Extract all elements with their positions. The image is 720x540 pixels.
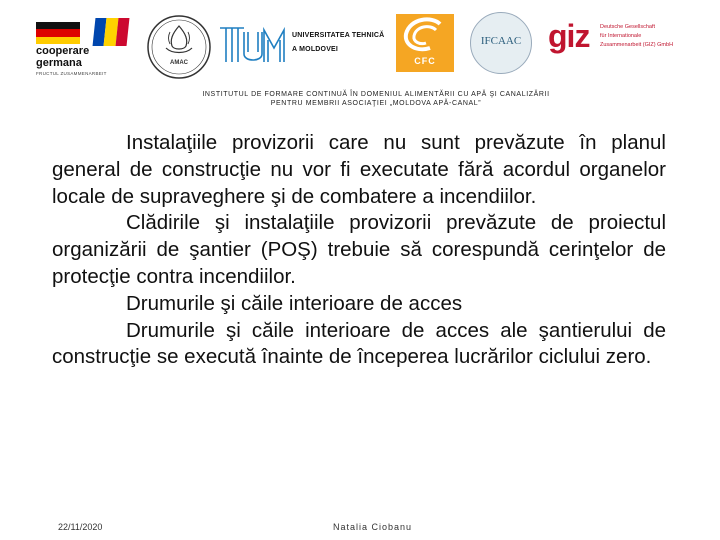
logo-strip: [0, 0, 720, 90]
institute-title-line1: INSTITUTUL DE FORMARE CONTINUĂ ÎN DOMENIUL ALIMENTĂRII CU APĂ ŞI CANALIZĂRII: [202, 91, 550, 98]
flags-icon: [36, 18, 128, 44]
germana-label: germana: [36, 57, 82, 69]
germany-flag-icon: [36, 22, 80, 44]
giz-wordmark: giz: [548, 18, 590, 54]
institute-title: [0, 90, 720, 108]
giz-logo: [548, 18, 688, 64]
cooperare-germana-logo: [36, 18, 128, 80]
footer-date: 22/11/2020: [58, 522, 103, 532]
utm-name-line2: A MOLDOVEI: [292, 46, 339, 53]
utm-logo: [218, 22, 394, 68]
utm-name-line1: UNIVERSITATEA TEHNICĂ: [292, 32, 385, 39]
footer-author: Natalia Ciobanu: [332, 522, 413, 532]
paragraph-access-roads: Drumurile şi căile interioare de acces ale şantierului de construcţie se execută înainte de începerea lucrărilor ciclului zero.: [52, 318, 666, 369]
section-heading-access-roads: Drumurile şi căile interioare de acces: [126, 291, 463, 315]
utm-mark-icon: [218, 22, 290, 66]
paragraph-temporary-buildings: Clădirile şi instalaţiile provizorii prevăzute de proiectul organizării de şantier (POŞ) trebuie să corespundă cerinţelor de protecţie contra incendiilor.: [52, 211, 666, 288]
amac-emblem-icon: [146, 14, 212, 80]
cfc-swirl-icon: [396, 14, 454, 56]
cooperare-label: cooperare: [36, 45, 90, 57]
giz-subtitle-line1: Deutsche Gesellschaft: [600, 24, 656, 30]
institute-title-line2: PENTRU MEMBRII ASOCIAŢIEI „MOLDOVA APĂ-CANAL”: [270, 100, 482, 107]
cooperare-tagline: FRUCTUL ZUSAMMENARBEIT: [36, 71, 107, 76]
ifcaac-logo: [470, 12, 532, 74]
amac-label: AMAC: [170, 60, 188, 66]
paragraph-temporary-installations: Instalaţiile provizorii care nu sunt prevăzute în planul general de construcţie nu vor fi executate fără acordul organelor locale de supraveghere şi de combatere a incendiilor.: [52, 131, 666, 208]
ifcaac-label: IFCAAC: [480, 35, 522, 47]
slide-body: [52, 130, 666, 371]
cfc-logo: [396, 14, 454, 72]
moldova-flag-icon: [93, 18, 130, 46]
cfc-label: CFC: [414, 56, 436, 66]
giz-subtitle-line3: Zusammenarbeit (GIZ) GmbH: [600, 42, 674, 48]
giz-subtitle-line2: für Internationale: [600, 33, 642, 39]
amac-logo: [146, 14, 212, 80]
